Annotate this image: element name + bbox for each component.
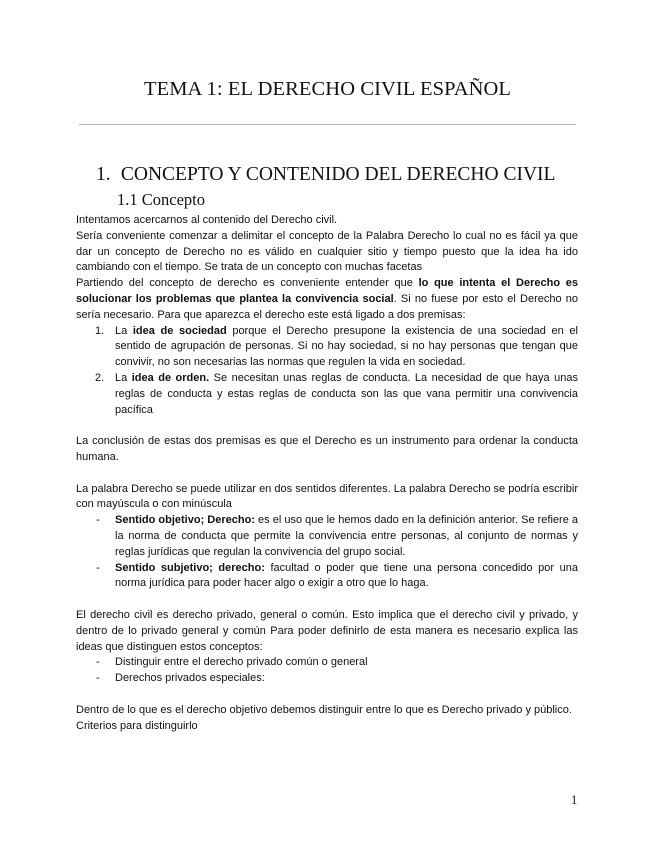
paragraph-intro: Intentamos acercarnos al contenido del Derecho civil. xyxy=(76,214,338,226)
bold-run: idea de sociedad xyxy=(132,324,227,337)
text-run: Se necesitan unas reglas de conducta. La necesidad de que haya unas reglas de conducta y estas reglas de conducta son las que vana permitir una convivencia pacífica xyxy=(115,371,578,416)
list-marker: 2. xyxy=(95,371,105,384)
section-number: 1. xyxy=(96,164,111,185)
text-run: Distinguir entre el derecho privado común o general xyxy=(115,656,368,669)
list-marker: - xyxy=(96,672,100,685)
list-marker: 1. xyxy=(95,324,105,337)
text-run: Partiendo del concepto de derecho es conveniente entender que xyxy=(76,277,419,290)
text-run: . Si no fuese por esto el Derecho no sería necesario. Para que aparezca el derecho este está ligado a dos premisas: xyxy=(76,292,578,321)
list-item xyxy=(76,655,578,671)
list-item xyxy=(76,513,578,560)
text-run: porque el Derecho presupone la existencia de una sociedad en el sentido de agrupación de personas. Si no hay sociedad, si no hay personas que tengan que convivir, no son necesarias las normas que regulen la vida en sociedad. xyxy=(115,324,578,369)
paragraph-objective-law: Dentro de lo que es el derecho objetivo debemos distinguir entre lo que es Derecho privado y público. xyxy=(76,703,572,716)
text-run: La xyxy=(115,324,133,337)
paragraph-premises-intro xyxy=(76,276,578,323)
bold-run: Sentido objetivo; Derecho: xyxy=(115,514,255,527)
bold-run: lo que intenta el Derecho es solucionar los problemas que plantea la convivencia social xyxy=(76,277,579,305)
spacer xyxy=(76,592,578,608)
subsection-heading: 1.1 Concepto xyxy=(117,190,205,209)
bold-run: Sentido subjetivo; derecho: xyxy=(115,561,265,574)
list-item xyxy=(76,561,578,593)
document-body xyxy=(76,213,578,734)
text-run: facultad o poder que tiene una persona concedido por una norma jurídica para poder hacer algo o exigir a otro que lo haga. xyxy=(115,561,578,590)
section-title: CONCEPTO Y CONTENIDO DEL DERECHO CIVIL xyxy=(120,164,556,185)
paragraph-concept: Sería conveniente comenzar a delimitar el concepto de la Palabra Derecho lo cual no es fácil ya que dar un concepto de Derecho no es válido en cualquier sitio y tiempo puesto que la idea ha ido cambiando con el tiempo. Se trata de un concepto con muchas facetas xyxy=(76,229,578,274)
list-marker: - xyxy=(96,656,100,669)
paragraph-conclusion: La conclusión de estas dos premisas es que el Derecho es un instrumento para ordenar la conducta humana. xyxy=(76,435,578,463)
premises-list xyxy=(76,324,578,419)
spacer xyxy=(76,687,578,703)
spacer xyxy=(76,418,578,434)
section-heading xyxy=(96,164,555,186)
text-run: es el uso que le hemos dado en la definición anterior. Se refiere a la norma de conducta que permite la convivencia entre personas, al conjunto de normas y reglas jurídicas que regulan la convivencia del grupo social. xyxy=(115,514,578,558)
document-title: TEMA 1: EL DERECHO CIVIL ESPAÑOL xyxy=(143,78,512,100)
distinction-list xyxy=(76,655,578,687)
list-item xyxy=(76,324,578,371)
paragraph-criteria: Criterios para distinguirlo xyxy=(76,719,198,732)
paragraph-senses: La palabra Derecho se puede utilizar en dos sentidos diferentes. La palabra Derecho se podría escribir con mayúscula o con minúscula xyxy=(76,482,578,511)
title-divider xyxy=(79,124,576,125)
text-run: Derechos privados especiales: xyxy=(115,672,265,685)
senses-list xyxy=(76,513,578,592)
page-number: 1 xyxy=(571,793,578,807)
list-marker: - xyxy=(96,561,100,574)
text-run: La xyxy=(115,371,132,384)
list-item xyxy=(76,371,578,418)
bold-run: idea de orden. xyxy=(131,371,210,384)
spacer xyxy=(76,466,578,482)
list-marker: - xyxy=(96,514,100,527)
list-item xyxy=(76,671,578,687)
paragraph-civil-law: El derecho civil es derecho privado, general o común. Esto implica que el derecho civil y privado, y dentro de lo privado general y común Para poder definirlo de esta manera es necesario explica las ideas que distinguen estos conceptos: xyxy=(76,608,578,653)
